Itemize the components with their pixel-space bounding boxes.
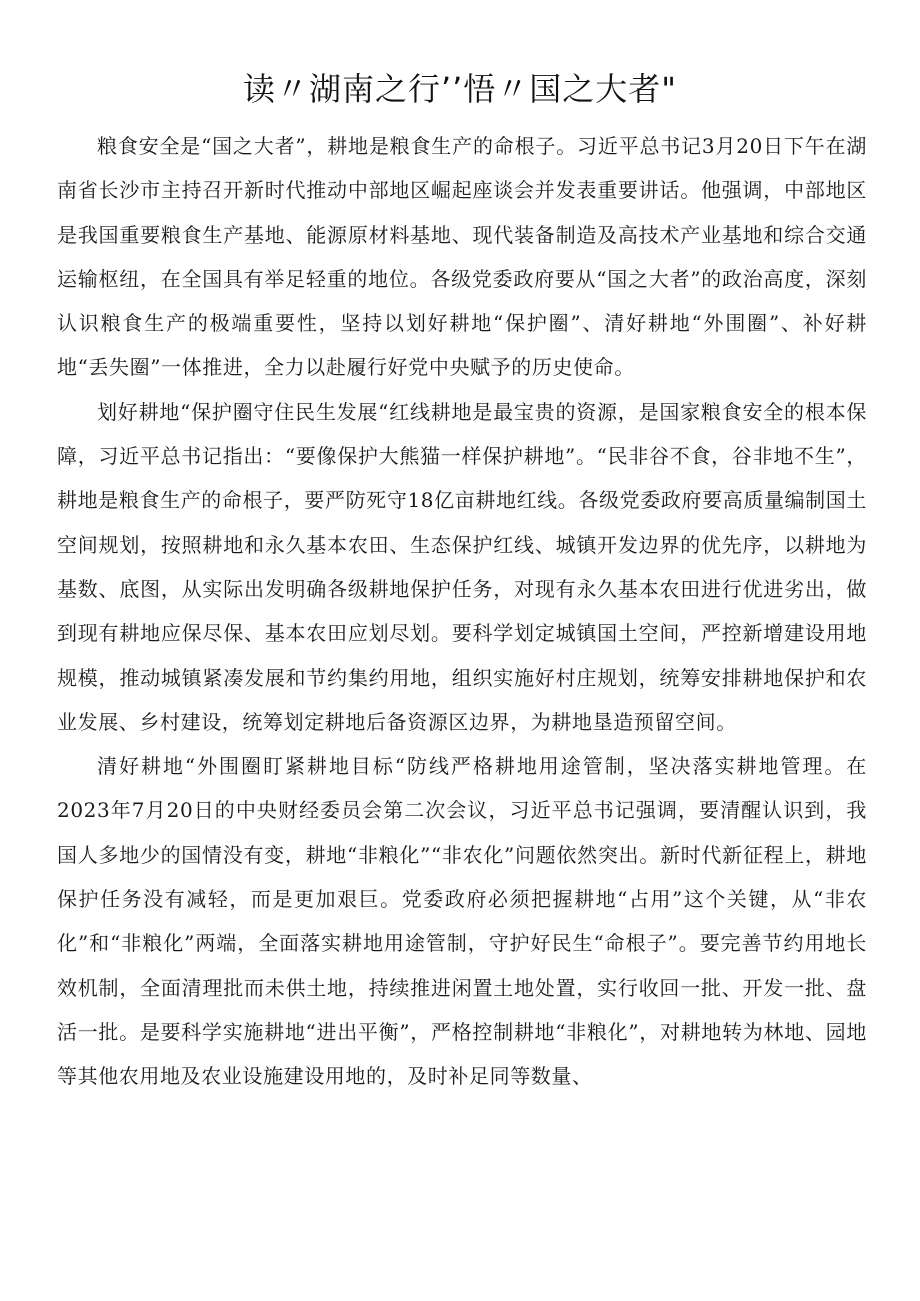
document-title: 读〃湖南之行’’悟〃国之大者" [242, 70, 678, 108]
paragraph-outer-circle: 清好耕地“外围圈盯紧耕地目标“防线严格耕地用途管制，坚决落实耕地管理。在2023年7月20日的中央财经委员会第二次会议，习近平总书记强调，要清醒认识到，我国人多地少的国情没有变，耕地“非粮化”“非农化”问题依然突出。新时代新征程上，耕地保护任务没有减轻，而是更加艰巨。党委政府必须把握耕地“占用”这个关键，从“非农化”和“非粮化”两端，全面落实耕地用途管制，守护好民生“命根子”。要完善节约用地长效机制，全面清理批而未供土地，持续推进闲置土地处置，实行收回一批、开发一批、盘活一批。是要科学实施耕地“进出平衡”，严格控制耕地“非粮化”，对耕地转为林地、园地等其他农用地及农业设施建设用地的，及时补足同等数量、 [57, 754, 867, 1089]
paragraph-protection-circle: 划好耕地“保护圈守住民生发展“红线耕地是最宝贵的资源，是国家粮食安全的根本保障，习近平总书记指出：“要像保护大熊猫一样保护耕地”。“民非谷不食，谷非地不生”，耕地是粮食生产的命根子，要严防死守18亿亩耕地红线。各级党委政府要高质量编制国土空间规划，按照耕地和永久基本农田、生态保护红线、城镇开发边界的优先序，以耕地为基数、底图，从实际出发明确各级耕地保护任务，对现有永久基本农田进行优进劣出，做到现有耕地应保尽保、基本农田应划尽划。要科学划定城镇国土空间，严控新增建设用地规模，推动城镇紧凑发展和节约集约用地，组织实施好村庄规划，统筹安排耕地保护和农业发展、乡村建设，统筹划定耕地后备资源区边界，为耕地垦造预留空间。 [57, 399, 867, 734]
document-body [57, 124, 867, 1099]
paragraph-intro: 粮食安全是“国之大者”，耕地是粮食生产的命根子。习近平总书记3月20日下午在湖南省长沙市主持召开新时代推动中部地区崛起座谈会并发表重要讲话。他强调，中部地区是我国重要粮食生产基地、能源原材料基地、现代装备制造及高技术产业基地和综合交通运输枢纽，在全国具有举足轻重的地位。各级党委政府要从“国之大者”的政治高度，深刻认识粮食生产的极端重要性，坚持以划好耕地“保护圈”、清好耕地“外围圈”、补好耕地“丢失圈”一体推进，全力以赴履行好党中央赋予的历史使命。 [57, 134, 867, 380]
